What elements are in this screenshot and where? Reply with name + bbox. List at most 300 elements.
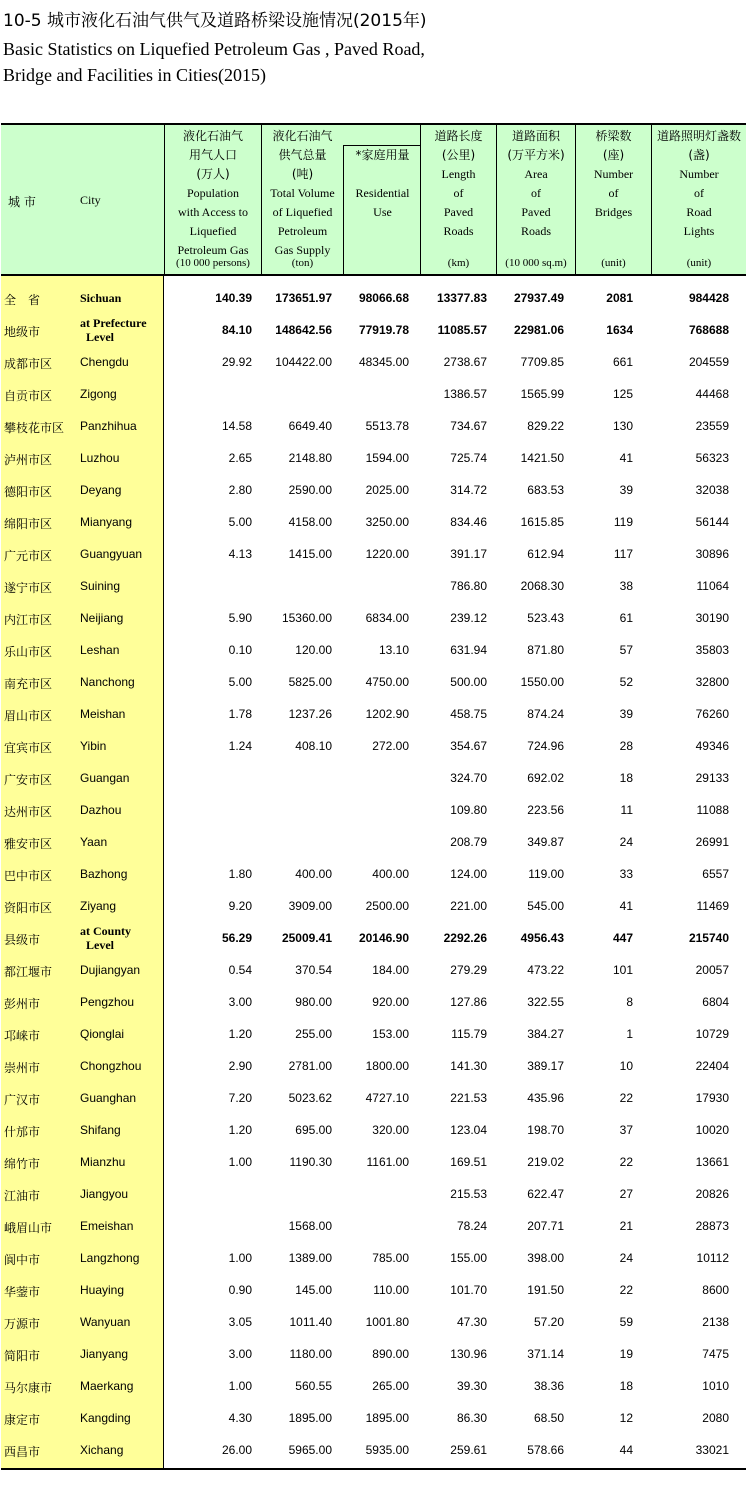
total-supply-cell: 104422.00: [275, 355, 332, 369]
lights-cell: 6557: [702, 867, 729, 881]
bridges-cell: 117: [613, 547, 633, 561]
road-area-cell: 578.66: [527, 1443, 564, 1457]
table-row: [1, 1338, 746, 1370]
total-supply-cell: 370.54: [295, 963, 332, 977]
lights-cell: 20057: [695, 963, 729, 977]
bridges-header-line: of: [608, 186, 619, 200]
city-name-en: Pengzhou: [80, 995, 135, 1009]
city-name-en: Chengdu: [80, 355, 129, 369]
road-length-cell: 2738.67: [443, 355, 487, 369]
lights-cell: 30190: [695, 611, 729, 625]
table-row: [1, 826, 746, 858]
total-supply-cell: 145.00: [295, 1283, 332, 1297]
city-name-cn: 峨眉山市: [4, 1221, 53, 1235]
lights-header-line: (盏): [688, 148, 710, 162]
road-area-cell: 724.96: [527, 739, 564, 753]
residential-header-line: *家庭用量: [355, 148, 410, 162]
population-header-line: with Access to: [178, 205, 248, 219]
city-name-cn: 乐山市区: [4, 645, 53, 659]
lights-cell: 56144: [695, 515, 729, 529]
road-area-cell: 371.14: [527, 1347, 564, 1361]
population-unit: (10 000 persons): [176, 257, 250, 269]
bridges-cell: 39: [619, 483, 633, 497]
total-supply-cell: 1895.00: [288, 1411, 332, 1425]
road-area-header-line: (万平方米): [507, 148, 565, 162]
population-header-line: Population: [186, 186, 239, 200]
road-length-cell: 13377.83: [436, 291, 487, 305]
lights-cell: 56323: [695, 451, 729, 465]
total-supply-cell: 120.00: [295, 643, 332, 657]
bridges-header-line: Number: [593, 167, 634, 181]
road-length-unit: (km): [447, 257, 470, 269]
road-length-cell: 314.72: [450, 483, 487, 497]
residential-header: [343, 145, 421, 274]
table-header: [1, 123, 746, 276]
road-length-cell: 725.74: [450, 451, 487, 465]
lights-cell: 2138: [702, 1315, 729, 1329]
road-length-cell: 239.12: [450, 611, 487, 625]
lights-cell: 23559: [695, 419, 729, 433]
total-supply-cell: 2590.00: [288, 483, 332, 497]
road-length-cell: 101.70: [450, 1283, 487, 1297]
table-row: [1, 1082, 746, 1114]
city-name-en: Ziyang: [80, 899, 117, 913]
lights-cell: 6804: [702, 995, 729, 1009]
bridges-cell: 39: [619, 707, 633, 721]
road-length-header-line: of: [453, 186, 464, 200]
bridges-header-line: 桥梁数: [595, 129, 632, 143]
population-cell: 1.00: [228, 1379, 252, 1393]
total-supply-header-line: 供气总量: [278, 148, 327, 162]
table-row: [1, 698, 746, 730]
residential-cell: 77919.78: [358, 323, 409, 337]
total-supply-cell: 408.10: [295, 739, 332, 753]
residential-cell: 920.00: [372, 995, 409, 1009]
city-name-cn: 资阳市区: [4, 901, 53, 915]
lights-cell: 215740: [688, 931, 729, 945]
road-area-cell: 389.17: [527, 1059, 564, 1073]
road-length-cell: 109.80: [450, 803, 487, 817]
lights-cell: 29133: [695, 771, 729, 785]
city-name-en-line1: at Prefecture: [80, 316, 147, 330]
city-name-en: Mianyang: [80, 515, 133, 529]
bridges-cell: 447: [612, 931, 633, 945]
road-area-cell: 38.36: [533, 1379, 564, 1393]
residential-cell: 1800.00: [365, 1059, 409, 1073]
road-area-header-line: Roads: [521, 224, 551, 238]
lights-cell: 13661: [695, 1155, 729, 1169]
residential-cell: 2500.00: [365, 899, 409, 913]
city-name-cn: 内江市区: [4, 613, 53, 627]
road-area-cell: 1421.50: [520, 451, 564, 465]
lights-header-line: of: [694, 186, 704, 200]
lights-cell: 35803: [695, 643, 729, 657]
road-length-cell: 123.04: [450, 1123, 487, 1137]
road-area-cell: 683.53: [527, 483, 564, 497]
city-name-cn: 县级市: [4, 933, 41, 947]
road-area-cell: 622.47: [527, 1187, 564, 1201]
total-supply-cell: 1389.00: [288, 1251, 332, 1265]
road-area-cell: 349.87: [527, 835, 564, 849]
road-area-cell: 191.50: [527, 1283, 564, 1297]
road-area-header-line: Paved: [521, 205, 551, 219]
city-name-cn: 康定市: [4, 1413, 41, 1427]
city-name-en: Kangding: [80, 1411, 131, 1425]
population-cell: 0.10: [228, 643, 252, 657]
population-cell: 1.00: [228, 1155, 252, 1169]
road-length-cell: 2292.26: [443, 931, 487, 945]
city-name-en: Chongzhou: [80, 1059, 142, 1073]
road-length-header-line: (公里): [441, 148, 476, 162]
city-name-cn: 全 省: [4, 293, 41, 307]
road-length-cell: 500.00: [450, 675, 487, 689]
table-row: [1, 1434, 746, 1466]
city-name-en: Meishan: [80, 707, 126, 721]
bridges-cell: 19: [619, 1347, 633, 1361]
road-area-cell: 1615.85: [520, 515, 564, 529]
bridges-cell: 38: [619, 579, 633, 593]
road-length-cell: 169.51: [450, 1155, 487, 1169]
lights-cell: 1010: [702, 1379, 729, 1393]
bridges-header: [575, 125, 651, 274]
road-area-cell: 57.20: [533, 1315, 564, 1329]
table-row: [1, 378, 746, 410]
total-supply-cell: 980.00: [295, 995, 332, 1009]
table-row: [1, 954, 746, 986]
total-supply-cell: 3909.00: [288, 899, 332, 913]
total-supply-cell: 695.00: [295, 1123, 332, 1137]
population-header-line: 液化石油气: [182, 129, 243, 143]
bridges-cell: 18: [619, 1379, 633, 1393]
city-name-en: Wanyuan: [80, 1315, 131, 1329]
bridges-cell: 2081: [606, 291, 633, 305]
bridges-cell: 119: [613, 515, 633, 529]
road-area-unit: (10 000 sq.m): [505, 257, 567, 269]
table-row: [1, 1274, 746, 1306]
city-name-cn: 马尔康市: [4, 1381, 53, 1395]
city-name-en: Nanchong: [80, 675, 135, 689]
population-cell: 0.90: [228, 1283, 252, 1297]
city-name-cn: 江油市: [4, 1189, 41, 1203]
road-area-cell: 7709.85: [520, 355, 564, 369]
lights-cell: 7475: [702, 1347, 729, 1361]
road-length-cell: 127.86: [450, 995, 487, 1009]
lights-cell: 11064: [696, 579, 729, 593]
population-cell: 5.90: [228, 611, 252, 625]
road-length-cell: 115.79: [451, 1027, 487, 1041]
lights-cell: 33021: [695, 1443, 729, 1457]
lights-cell: 30896: [695, 547, 729, 561]
bridges-unit: (unit): [601, 257, 626, 269]
road-length-cell: 215.53: [450, 1187, 487, 1201]
total-supply-cell: 6649.40: [288, 419, 332, 433]
lights-cell: 8600: [702, 1283, 729, 1297]
total-supply-header-line: Petroleum: [277, 224, 328, 238]
road-area-cell: 4956.43: [520, 931, 564, 945]
city-name-cn: 达州市区: [4, 805, 53, 819]
population-cell: 5.00: [228, 515, 252, 529]
city-name-cn: 简阳市: [4, 1349, 41, 1363]
road-area-header-line: Area: [524, 167, 548, 181]
population-cell: 1.78: [228, 707, 252, 721]
city-name-cn: 巴中市区: [4, 869, 53, 883]
city-name-en: Suining: [80, 579, 121, 593]
city-name-cn: 邛崃市: [4, 1029, 41, 1043]
city-name-en: Emeishan: [80, 1219, 134, 1233]
lights-cell: 768688: [688, 323, 729, 337]
residential-cell: 110.00: [373, 1283, 409, 1297]
road-length-cell: 734.67: [450, 419, 487, 433]
city-name-cn: 西昌市: [4, 1445, 41, 1459]
city-name-en: Xichang: [80, 1443, 124, 1457]
road-area-cell: 692.02: [527, 771, 564, 785]
road-area-cell: 68.50: [533, 1411, 564, 1425]
total-supply-cell: 1180.00: [289, 1347, 332, 1361]
road-area-cell: 398.00: [527, 1251, 564, 1265]
road-length-cell: 124.00: [450, 867, 487, 881]
population-cell: 4.13: [228, 547, 252, 561]
lights-cell: 26991: [695, 835, 729, 849]
lights-cell: 11469: [696, 899, 729, 913]
population-cell: 1.20: [228, 1123, 252, 1137]
table-row: [1, 1370, 746, 1402]
table-row: [1, 506, 746, 538]
table-row: [1, 1306, 746, 1338]
total-supply-header-line: 液化石油气: [272, 129, 333, 143]
total-supply-cell: 255.00: [295, 1027, 332, 1041]
road-area-cell: 207.71: [527, 1219, 564, 1233]
road-area-cell: 523.43: [527, 611, 564, 625]
road-length-header-line: Length: [441, 167, 476, 181]
total-supply-cell: 1415.00: [288, 547, 332, 561]
population-cell: 14.58: [221, 419, 252, 433]
city-name-en-line2: Level: [86, 330, 114, 344]
table-row: [1, 986, 746, 1018]
city-name-cn: 绵竹市: [4, 1157, 41, 1171]
road-area-cell: 612.94: [527, 547, 564, 561]
city-name-cn: 攀枝花市区: [4, 421, 65, 435]
residential-cell: 1202.90: [365, 707, 409, 721]
table-row: [1, 634, 746, 666]
table-title-en-line1: Basic Statistics on Liquefied Petroleum Gas , Paved Road,: [3, 39, 425, 59]
city-header-en: City: [80, 193, 101, 207]
residential-cell: 1895.00: [365, 1411, 409, 1425]
city-name-cn: 阆中市: [4, 1253, 41, 1267]
road-length-cell: 324.70: [450, 771, 487, 785]
table-title-cn: 10-5 城市液化石油气供气及道路桥梁设施情况(2015年): [3, 11, 427, 31]
city-name-en: Huaying: [80, 1283, 125, 1297]
table-row: [1, 1050, 746, 1082]
road-length-cell: 259.61: [450, 1443, 487, 1457]
road-length-cell: 208.79: [450, 835, 487, 849]
bridges-cell: 59: [619, 1315, 633, 1329]
table-row: [1, 1242, 746, 1274]
bridges-header-line: (座): [602, 148, 625, 162]
city-name-cn: 彭州市: [4, 997, 41, 1011]
residential-header-line: Residential: [355, 186, 410, 200]
residential-cell: 265.00: [372, 1379, 409, 1393]
road-area-cell: 829.22: [527, 419, 564, 433]
table-row: [1, 1114, 746, 1146]
city-name-en: Yibin: [80, 739, 107, 753]
population-cell: 140.39: [215, 291, 252, 305]
total-supply-cell: 2781.00: [288, 1059, 332, 1073]
table-row: [1, 1146, 746, 1178]
residential-cell: 98066.68: [358, 291, 409, 305]
city-name-cn: 泸州市区: [4, 453, 53, 467]
road-length-cell: 391.17: [450, 547, 487, 561]
total-supply-cell: 5023.62: [288, 1091, 332, 1105]
lights-cell: 10729: [695, 1027, 729, 1041]
population-cell: 29.92: [221, 355, 252, 369]
city-name-cn: 广汉市: [4, 1093, 41, 1107]
lights-unit: (unit): [686, 257, 712, 269]
city-name-en: Dazhou: [80, 803, 122, 817]
total-supply-cell: 1190.30: [289, 1155, 332, 1169]
lights-cell: 22404: [695, 1059, 729, 1073]
table-row: [1, 474, 746, 506]
city-name-cn: 崇州市: [4, 1061, 41, 1075]
road-length-cell: 221.53: [450, 1091, 487, 1105]
bridges-cell: 41: [619, 451, 633, 465]
road-length-cell: 279.29: [450, 963, 487, 977]
city-name-en: Maerkang: [80, 1379, 134, 1393]
residential-cell: 1161.00: [366, 1155, 409, 1169]
city-name-cn: 什邡市: [4, 1125, 41, 1139]
residential-cell: 3250.00: [365, 515, 409, 529]
lights-cell: 28873: [695, 1219, 729, 1233]
road-length-cell: 11085.57: [437, 323, 487, 337]
city-name-en: Guanghan: [80, 1091, 137, 1105]
population-cell: 2.90: [228, 1059, 252, 1073]
road-length-cell: 354.67: [450, 739, 487, 753]
total-supply-cell: 15360.00: [281, 611, 332, 625]
bridges-cell: 22: [619, 1091, 633, 1105]
residential-cell: 48345.00: [358, 355, 409, 369]
bridges-cell: 125: [612, 387, 633, 401]
city-name-en: Neijiang: [80, 611, 124, 625]
total-supply-cell: 173651.97: [275, 291, 332, 305]
table-row: [1, 858, 746, 890]
population-cell: 3.05: [228, 1315, 252, 1329]
bridges-cell: 33: [619, 867, 633, 881]
bridges-cell: 101: [612, 963, 633, 977]
total-supply-cell: 400.00: [295, 867, 332, 881]
population-cell: 26.00: [221, 1443, 252, 1457]
road-length-header: [420, 125, 496, 274]
table-row: [1, 1402, 746, 1434]
lights-cell: 10112: [696, 1251, 729, 1265]
table-row: [1, 1018, 746, 1050]
lights-cell: 2080: [702, 1411, 729, 1425]
population-cell: 3.00: [228, 1347, 252, 1361]
road-length-cell: 39.30: [456, 1379, 487, 1393]
city-name-en: Shifang: [80, 1123, 121, 1137]
city-name-en: Jiangyou: [80, 1187, 129, 1201]
road-length-cell: 1386.57: [443, 387, 487, 401]
bridges-cell: 8: [626, 995, 633, 1009]
total-supply-cell: 1568.00: [288, 1219, 332, 1233]
population-cell: 2.65: [228, 451, 252, 465]
city-name-en-line2: Level: [86, 938, 114, 952]
bridges-cell: 37: [619, 1123, 633, 1137]
road-area-cell: 473.22: [527, 963, 564, 977]
residential-cell: 1001.80: [365, 1315, 409, 1329]
city-name-en: Qionglai: [80, 1027, 125, 1041]
road-area-cell: 871.80: [527, 643, 564, 657]
table-body: [1, 276, 746, 1470]
road-area-cell: 322.55: [527, 995, 564, 1009]
city-name-en: Luzhou: [80, 451, 120, 465]
road-length-header-line: Roads: [443, 224, 474, 238]
road-area-cell: 384.27: [527, 1027, 564, 1041]
total-supply-cell: 1237.26: [288, 707, 332, 721]
total-supply-header: [261, 125, 420, 274]
city-name-cn: 广安市区: [4, 773, 53, 787]
city-name-en: Langzhong: [80, 1251, 140, 1265]
total-supply-header-line: (吨): [291, 167, 314, 181]
table-row: [1, 1178, 746, 1210]
population-header-line: 用气人口: [188, 148, 237, 162]
table-row: [1, 570, 746, 602]
residential-cell: 400.00: [372, 867, 409, 881]
total-supply-unit: (ton): [291, 257, 314, 269]
city-name-cn: 华蓥市: [4, 1285, 41, 1299]
population-header-line: (万人): [196, 167, 230, 181]
lights-cell: 20826: [695, 1187, 729, 1201]
city-name-en: Panzhihua: [80, 419, 137, 433]
population-cell: 1.24: [228, 739, 252, 753]
road-length-cell: 834.46: [450, 515, 487, 529]
residential-header-line: Use: [373, 205, 392, 219]
bridges-cell: 12: [619, 1411, 633, 1425]
bridges-cell: 10: [619, 1059, 633, 1073]
road-length-cell: 631.94: [450, 643, 487, 657]
table-row: [1, 922, 746, 954]
road-area-header-line: of: [531, 186, 541, 200]
population-cell: 7.20: [228, 1091, 252, 1105]
total-supply-cell: 4158.00: [288, 515, 332, 529]
lights-cell: 32800: [695, 675, 729, 689]
city-name-cn: 地级市: [4, 325, 41, 339]
table-row: [1, 282, 746, 314]
road-area-cell: 2068.30: [520, 579, 564, 593]
city-name-cn: 成都市区: [4, 357, 53, 371]
lights-header-line: 道路照明灯盏数: [656, 129, 741, 143]
city-name-en: [80, 924, 131, 952]
residential-cell: 4727.10: [365, 1091, 409, 1105]
residential-cell: 5935.00: [365, 1443, 409, 1457]
city-header-cell: [1, 125, 164, 274]
bridges-cell: 27: [619, 1187, 633, 1201]
table-row: [1, 442, 746, 474]
residential-cell: 153.00: [372, 1027, 409, 1041]
residential-cell: 20146.90: [358, 931, 409, 945]
table-row: [1, 346, 746, 378]
lights-cell: 11088: [696, 803, 729, 817]
road-length-cell: 130.96: [450, 1347, 487, 1361]
table-row: [1, 314, 746, 346]
total-supply-cell: 1011.40: [289, 1315, 332, 1329]
table-title-en-line2: Bridge and Facilities in Cities(2015): [3, 65, 266, 85]
road-area-header: [496, 125, 575, 274]
total-supply-header-line: Gas Supply: [274, 243, 331, 257]
residential-cell: 13.10: [378, 643, 409, 657]
city-name-en: Bazhong: [80, 867, 128, 881]
road-area-cell: 223.56: [527, 803, 564, 817]
road-area-cell: 198.70: [527, 1123, 564, 1137]
city-name-en: Yaan: [80, 835, 108, 849]
